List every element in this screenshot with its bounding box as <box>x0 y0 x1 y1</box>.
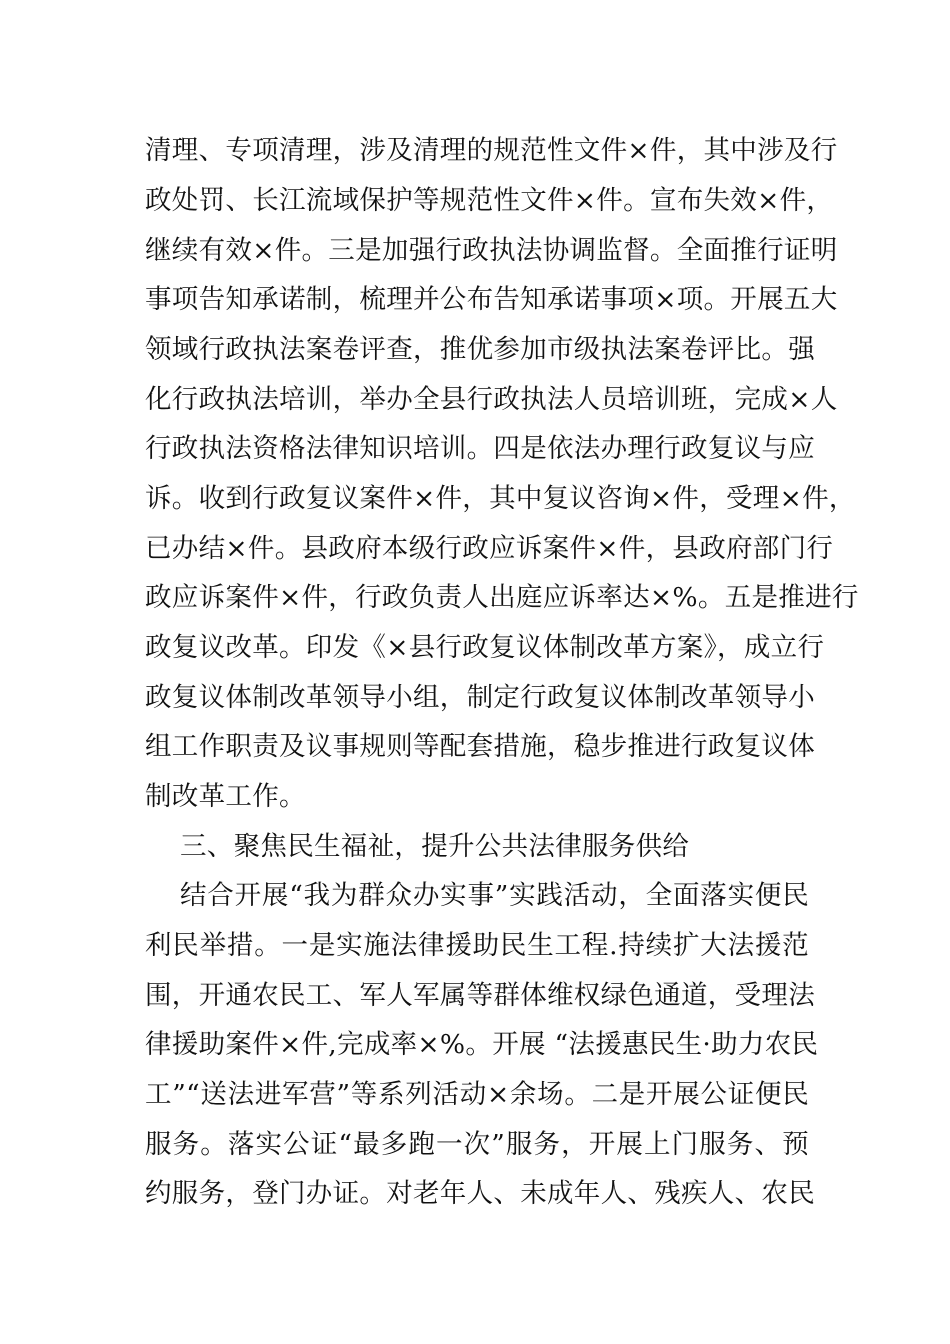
body-text-line: 政处罚、长江流域保护等规范性文件×件。宣布失效×件， <box>145 185 834 216</box>
body-text-line: 政应诉案件×件，行政负责人出庭应诉率达×%。五是推进行 <box>145 582 859 613</box>
body-text-line: 诉。收到行政复议案件×件，其中复议咨询×件，受理×件， <box>145 483 856 514</box>
body-text-line: 服务。落实公证“最多跑一次”服务，开展上门服务、预 <box>145 1129 809 1160</box>
body-text-line: 结合开展“我为群众办实事”实践活动，全面落实便民 <box>180 880 809 911</box>
body-text-line: 领域行政执法案卷评查，推优参加市级执法案卷评比。强 <box>145 334 815 365</box>
body-text-line: 已办结×件。县政府本级行政应诉案件×件，县政府部门行 <box>145 533 834 564</box>
body-text-line: 工”“送法进军营”等系列活动×余场。二是开展公证便民 <box>145 1079 809 1110</box>
section-heading: 三、聚焦民生福祉，提升公共法律服务供给 <box>180 831 690 862</box>
body-text-line: 组工作职责及议事规则等配套措施，稳步推进行政复议体 <box>145 731 815 762</box>
body-text-line: 化行政执法培训，举办全县行政执法人员培训班，完成×人 <box>145 384 838 415</box>
body-text-line: 围，开通农民工、军人军属等群体维权绿色通道，受理法 <box>145 980 815 1011</box>
body-text-line: 利民举措。一是实施法律援助民生工程.持续扩大法援范 <box>145 930 809 961</box>
body-text-line: 制改革工作。 <box>145 781 306 812</box>
body-text-line: 政复议改革。印发《×县行政复议体制改革方案》，成立行 <box>145 632 825 663</box>
body-text-line: 事项告知承诺制，梳理并公布告知承诺事项×项。开展五大 <box>145 284 838 315</box>
body-text-line: 约服务，登门办证。对老年人、未成年人、残疾人、农民 <box>145 1178 815 1209</box>
body-text-line: 律援助案件×件,完成率×%。开展 “法援惠民生·助力农民 <box>145 1029 819 1060</box>
body-text-line: 继续有效×件。三是加强行政执法协调监督。全面推行证明 <box>145 235 838 266</box>
body-text-line: 清理、专项清理，涉及清理的规范性文件×件，其中涉及行 <box>145 135 838 166</box>
body-text-line: 政复议体制改革领导小组，制定行政复议体制改革领导小 <box>145 682 815 713</box>
body-text-line: 行政执法资格法律知识培训。四是依法办理行政复议与应 <box>145 433 815 464</box>
